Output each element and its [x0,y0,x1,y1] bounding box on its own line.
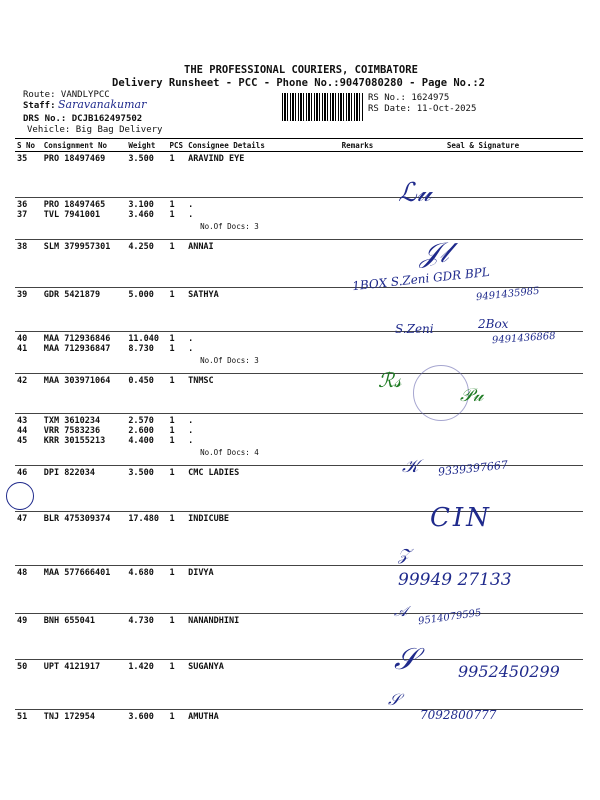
cell-cons [42,152,127,198]
cell-remarks [340,710,383,750]
col-consignee: Consignee Details [186,139,340,152]
cell-details-value: ARAVIND EYE [188,154,245,164]
cell-pcs-value: 1 [169,568,175,578]
table-header-row [15,139,583,152]
cell-details [186,332,340,374]
cell-pcs-value: 1 [169,242,175,252]
table-row [15,512,583,566]
handwriting-row-39: 1BOX S.Zeni GDR BPL [351,264,491,294]
cell-cons [42,512,127,566]
cell-pcs-value: 1 [169,200,175,210]
cell-wt-value: 8.730 [128,344,154,354]
cell-cons [42,660,127,710]
cell-pcs-value: 1 [169,344,175,354]
cell-pcs [168,240,187,288]
cell-wt [126,198,167,240]
cell-wt [126,414,167,466]
col-pcs: PCS [168,139,187,152]
cell-pcs-value: 1 [169,210,175,220]
cell-sno-value: 37 [17,210,28,220]
col-sno: S No [15,139,42,152]
table-row [15,152,583,198]
cell-pcs-value: 1 [169,290,175,300]
cell-cons-value: BNH 655041 [43,616,95,626]
cell-pcs-value: 1 [169,376,175,386]
cell-cons-value: MAA 303971064 [43,376,111,386]
cell-sno [15,614,42,660]
cell-sno-value: 40 [17,334,28,344]
cell-pcs [168,566,187,614]
cell-remarks [340,660,383,710]
cell-cons [42,198,127,240]
cell-wt [126,152,167,198]
cell-sno-value: 43 [17,416,28,426]
cell-pcs [168,374,187,414]
signature-row-46: 𝒦 [402,456,419,477]
handwriting-row-47: CIN [430,503,492,533]
table-row [15,374,583,414]
cell-sno [15,240,42,288]
signature-row-38: 𝒥𝓁 [420,236,449,269]
cell-sno [15,332,42,374]
cell-cons-value: MAA 577666401 [43,568,111,578]
cell-pcs-value: 1 [169,154,175,164]
cell-pcs [168,512,187,566]
col-consignment: Consignment No [42,139,127,152]
vehicle-label: Vehicle: Big Bag Delivery [27,125,163,135]
handwriting-row-40-phone: 9491436868 [491,330,556,347]
cell-pcs [168,710,187,750]
cell-wt-value: 3.500 [128,468,154,478]
handwriting-row-50-phone: 9952450299 [458,662,560,681]
drs-number: DRS No.: DCJB162497502 [23,114,143,124]
cell-wt-value: 3.100 [128,200,154,210]
table-row [15,710,583,750]
cell-wt-value: 5.000 [128,290,154,300]
cell-cons-value: PRO 18497469 [43,154,106,164]
cell-pcs-value: 1 [169,514,175,524]
cell-sno-value: 47 [17,514,28,524]
cell-wt [126,512,167,566]
cell-details [186,614,340,660]
cell-sno-value: 45 [17,436,28,446]
cell-remarks [340,374,383,414]
cell-sno-value: 38 [17,242,28,252]
cell-wt-value: 17.480 [128,514,160,524]
company-title: THE PROFESSIONAL COURIERS, COIMBATORE [184,64,418,76]
cell-wt [126,466,167,512]
cell-sno-value: 36 [17,200,28,210]
cell-cons-value: TXM 3610234 [43,416,101,426]
cell-pcs-value: 1 [169,616,175,626]
cell-cons [42,288,127,332]
cell-cons [42,710,127,750]
cell-cons-value: SLM 379957301 [43,242,111,252]
cell-pcs-value: 1 [169,426,175,436]
cell-cons-value: MAA 712936847 [43,344,111,354]
cell-sno-value: 39 [17,290,28,300]
cell-sno [15,198,42,240]
cell-wt [126,240,167,288]
cell-pcs [168,614,187,660]
cell-wt [126,374,167,414]
cell-sno-value: 46 [17,468,28,478]
cell-details-value: AMUTHA [188,712,219,722]
cell-cons [42,374,127,414]
cell-details [186,414,340,466]
table-row [15,240,583,288]
cell-wt-value: 3.460 [128,210,154,220]
cell-wt [126,660,167,710]
cell-sno [15,414,42,466]
cell-pcs [168,466,187,512]
cell-cons-value: VRR 7583236 [43,426,101,436]
cell-details-value: . [188,210,194,220]
cell-sno-value: 44 [17,426,28,436]
handwriting-row-40-boxes: 2Box [478,317,509,331]
route-label: Route: VANDLYPCC [23,90,110,100]
doc-count: No.Of Docs: 3 [200,356,259,365]
handwriting-row-46-phone: 9339397667 [437,458,509,479]
cell-details-value: . [188,416,194,426]
cell-remarks [340,288,383,332]
cell-sno-value: 42 [17,376,28,386]
handwriting-row-48-phone: 99949 27133 [398,570,512,590]
handwriting-row-39-phone: 9491435985 [475,285,541,304]
cell-pcs-value: 1 [169,712,175,722]
cell-details-value: . [188,344,194,354]
cell-pcs [168,288,187,332]
cell-pcs-value: 1 [169,662,175,672]
handwriting-row-49-phone: 9514079595 [417,607,483,628]
cell-pcs [168,152,187,198]
cell-cons [42,614,127,660]
cell-sno-value: 51 [17,712,28,722]
signature-row-48: 𝒵 [398,545,411,564]
cell-details [186,198,340,240]
cell-details-value: CMC LADIES [188,468,240,478]
col-signature: Seal & Signature [383,139,583,152]
table-row [15,414,583,466]
cell-cons-value: PRO 18497465 [43,200,106,210]
cell-cons [42,466,127,512]
cell-sno [15,374,42,414]
cell-remarks [340,152,383,198]
cell-details-value: NANANDHINI [188,616,240,626]
cell-details [186,566,340,614]
signature-row-49: 𝒜 [394,604,408,620]
cell-cons [42,332,127,374]
table-row [15,198,583,240]
staff-label: Staff: [23,101,56,111]
cell-wt [126,710,167,750]
rs-number: RS No.: 1624975 [368,93,450,103]
cell-details [186,240,340,288]
cell-details [186,710,340,750]
cell-wt-value: 11.040 [128,334,160,344]
cell-pcs-value: 1 [169,468,175,478]
cell-cons-value: TVL 7941001 [43,210,101,220]
cell-cons [42,240,127,288]
doc-count: No.Of Docs: 4 [200,448,259,457]
table-row [15,614,583,660]
cell-wt-value: 4.250 [128,242,154,252]
cell-wt [126,332,167,374]
cell-remarks [340,466,383,512]
barcode-icon [282,93,364,121]
signature-row-43: 𝒫𝓊 [460,385,484,406]
signature-row-36: ℒ𝓊 [398,178,432,208]
cell-remarks [340,614,383,660]
cell-remarks [340,332,383,374]
signature-row-50: 𝒮 [394,642,418,677]
cell-pcs-value: 1 [169,334,175,344]
cell-cons-value: DPI 822034 [43,468,95,478]
cell-details-value: TNMSC [188,376,214,386]
signature-row-42: ℛ𝓈 [378,368,402,392]
cell-pcs-value: 1 [169,436,175,446]
cell-details-value: ANNAI [188,242,214,252]
cell-wt-value: 3.500 [128,154,154,164]
cell-sno [15,710,42,750]
cell-details-value: DIVYA [188,568,214,578]
cell-details [186,466,340,512]
cell-wt-value: 4.730 [128,616,154,626]
cell-wt-value: 0.450 [128,376,154,386]
handwriting-row-40-name: S.Zeni [395,322,434,336]
cell-pcs-value: 1 [169,416,175,426]
cell-sno [15,288,42,332]
cell-remarks [340,566,383,614]
cell-wt-value: 3.600 [128,712,154,722]
runsheet-table [15,138,583,750]
cell-sno [15,566,42,614]
cell-details-value: . [188,436,194,446]
cell-cons-value: UPT 4121917 [43,662,101,672]
col-remarks: Remarks [340,139,383,152]
col-weight: Weight [126,139,167,152]
cell-sno [15,152,42,198]
rs-date: RS Date: 11-Oct-2025 [368,104,477,114]
cell-cons-value: MAA 712936846 [43,334,111,344]
cell-details [186,512,340,566]
cell-cons-value: TNJ 172954 [43,712,95,722]
signature-row-51: 𝒮 [388,690,401,709]
cell-wt-value: 1.420 [128,662,154,672]
row-47-circle-mark [6,482,34,510]
cell-cons-value: GDR 5421879 [43,290,101,300]
cell-details [186,374,340,414]
cell-details-value: INDICUBE [188,514,230,524]
cell-details-value: SUGANYA [188,662,224,672]
cell-sno-value: 49 [17,616,28,626]
cell-details-value: . [188,200,194,210]
staff-handwritten: Saravanakumar [58,98,147,111]
cell-sno [15,512,42,566]
cell-cons [42,566,127,614]
cell-wt [126,288,167,332]
cell-remarks [340,512,383,566]
cell-details [186,288,340,332]
doc-count: No.Of Docs: 3 [200,222,259,231]
cell-details [186,660,340,710]
cell-pcs [168,332,187,374]
cell-cons-value: KRR 30155213 [43,436,106,446]
cell-sno-value: 35 [17,154,28,164]
cell-details-value: . [188,426,194,436]
cell-sno-value: 48 [17,568,28,578]
cell-pcs [168,660,187,710]
cell-details-value: SATHYA [188,290,219,300]
cell-wt-value: 2.600 [128,426,154,436]
cell-remarks [340,414,383,466]
cell-wt-value: 4.680 [128,568,154,578]
cell-sno [15,660,42,710]
cell-wt-value: 2.570 [128,416,154,426]
cell-cons-value: BLR 475309374 [43,514,111,524]
cell-cons [42,414,127,466]
cell-details-value: . [188,334,194,344]
cell-pcs [168,414,187,466]
cell-wt [126,566,167,614]
cell-details [186,152,340,198]
cell-remarks [340,198,383,240]
cell-sno-value: 41 [17,344,28,354]
cell-sno-value: 50 [17,662,28,672]
cell-wt-value: 4.400 [128,436,154,446]
runsheet-subtitle: Delivery Runsheet - PCC - Phone No.:9047080280 - Page No.:2 [112,77,485,89]
cell-pcs [168,198,187,240]
cell-wt [126,614,167,660]
handwriting-row-51-phone: 7092800777 [420,708,497,722]
